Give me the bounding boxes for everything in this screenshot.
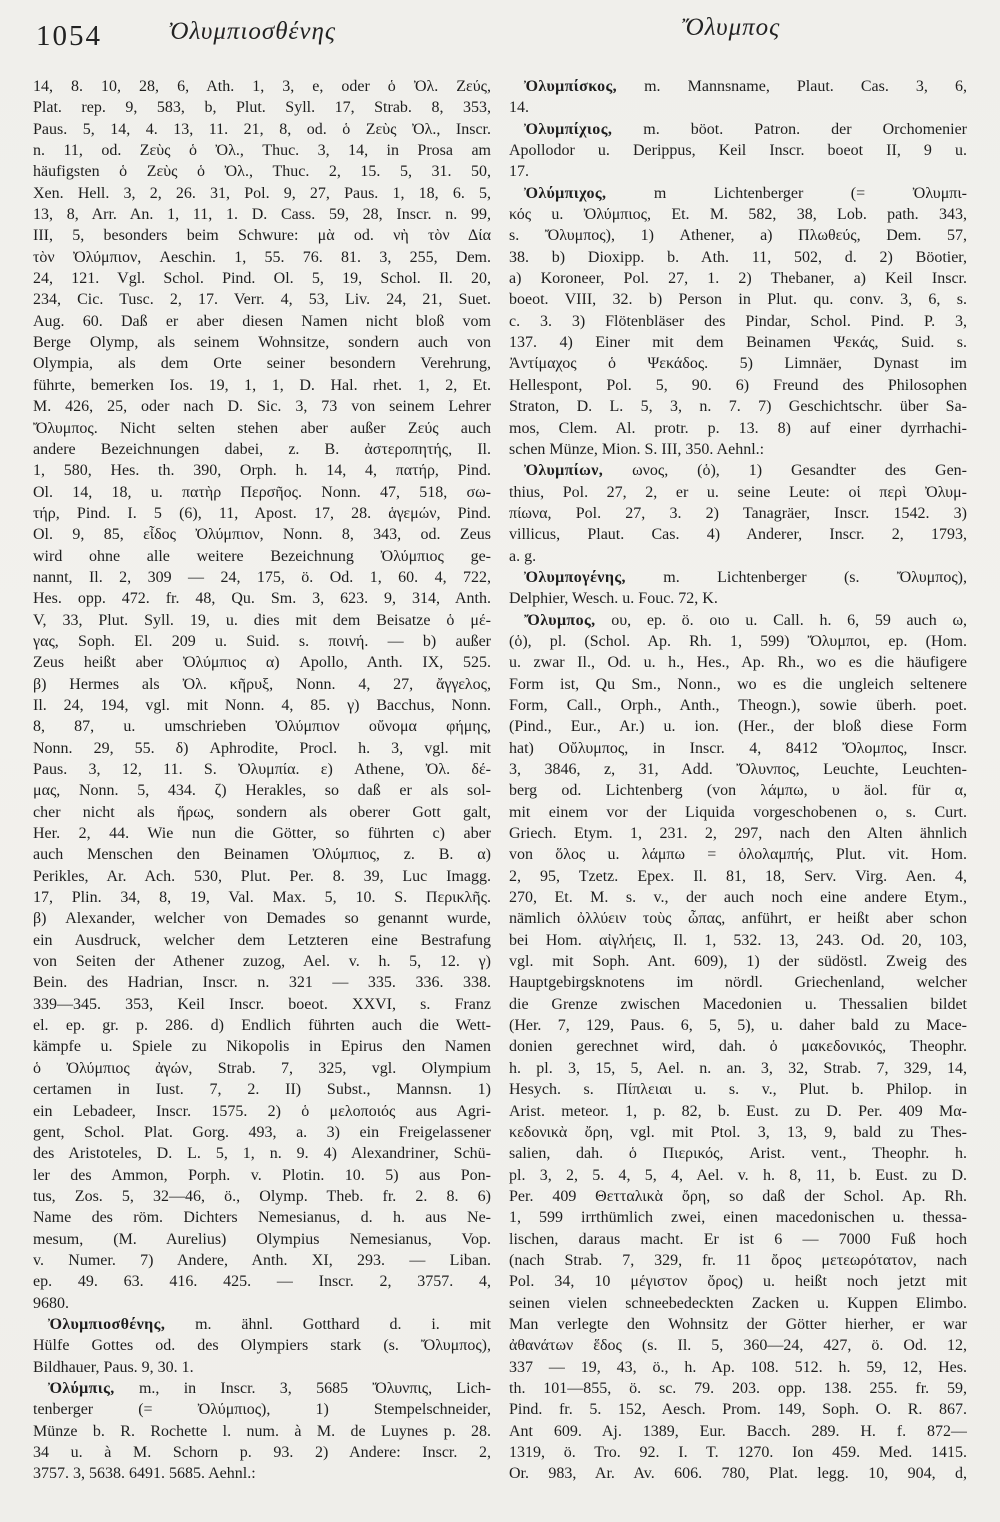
entry-line: Ὀλυμπίων, ωνος, (ὁ), 1) Gesandter des Gen- <box>524 462 967 480</box>
text-line: Hellespont, Pol. 5, 90. 6) Freund des Philosophen <box>509 376 967 394</box>
text-line: Aug. 60. Daß er aber diesen Namen nicht bloß vom <box>33 312 491 330</box>
text-line: a) Koroneer, Pol. 27, 1. 2) Thebaner, a) Keil Inscr. <box>509 270 967 288</box>
text-line: ἀθανάτων ἕδος (s. Il. 5, 360—24, 427, ö. Od. 12, <box>509 1337 967 1355</box>
text-line: 2, 95, Tzetz. Epex. Il. 81, 18, Serv. Virg. Aen. 4, <box>509 867 967 885</box>
text-line: lischen, daraus macht. Er ist 6 — 7000 Fuß hoch <box>509 1230 967 1248</box>
text-line: κός u. Ὀλύμπιος, Et. M. 582, 38, Lob. path. 343, <box>509 206 967 224</box>
left-column <box>33 76 491 1485</box>
entry-headword: Ὄλυμπος, <box>524 611 596 629</box>
text-line: 3, 3846, z, 31, Add. Ὄλυνπος, Leuchte, Leuchten- <box>509 761 967 778</box>
text-line: mesum, (M. Aurelius) Olympius Nemesianus, Vop. <box>33 1230 491 1248</box>
text-line: Delphier, Wesch. u. Fouc. 72, K. <box>509 590 718 608</box>
text-line: a. g. <box>509 547 537 565</box>
text-line: ein Ausdruck, welcher dem Letzteren eine Bestrafung <box>33 931 491 949</box>
page-header <box>0 14 1000 66</box>
text-line: β) Alexander, welcher von Demades so genannt wurde, <box>33 910 491 928</box>
text-line: Man verlegte den Wohnsitz der Götter hierher, er war <box>509 1315 967 1333</box>
text-line: V, 33, Plut. Syll. 19, u. dies mit dem Beisatze ὁ μέ- <box>33 611 491 629</box>
text-line: Plat. rep. 9, 583, b, Plut. Syll. 17, Strab. 8, 353, <box>33 99 491 117</box>
entry-headword: Ὀλύμπις, <box>48 1379 115 1397</box>
text-line: 8, 87, u. umschrieben Ὀλύμπιον οὔνομα φήμης, <box>33 718 491 736</box>
text-line: tenberger (= Ὀλύμπιος), 1) Stempelschneider, <box>33 1401 491 1419</box>
text-line: Straton, D. L. 5, 3, n. 7. 7) Geschichtschr. über Sa- <box>509 398 967 416</box>
text-line: μας, Nonn. 5, 434. ζ) Herakles, so daß er als sol- <box>33 782 491 800</box>
text-line: pl. 3, 2, 5. 4, 5, 4, Ael. v. h. 8, 11, b. Eust. zu D. <box>509 1166 967 1184</box>
text-line: von ὅλος u. λάμπω = ὁλολαμπής, Plut. vit. Hom. <box>509 846 967 864</box>
running-head-right: Ὄλυμπος <box>682 14 781 41</box>
text-line: führte, bemerken Ios. 19, 1, 1, D. Hal. rhet. 1, 2, Et. <box>33 376 491 394</box>
running-head-left: Ὀλυμπιοσθένης <box>168 18 336 45</box>
text-line: Ol. 14, 18, u. πατὴρ Περσῆος. Nonn. 47, 518, σω- <box>33 483 491 501</box>
text-line: Griech. Etym. 1, 231. 2, 297, nach den Alten ähnlich <box>509 825 967 843</box>
text-line: tus, Zos. 5, 32—46, ö., Olymp. Theb. fr. 2. 8. 6) <box>33 1187 491 1205</box>
text-line: mit einem vor der Liquida vorgeschobenen o, s. Curt. <box>509 803 967 821</box>
text-line: Perikles, Ar. Ach. 530, Plut. Per. 8. 39, Luc Imagg. <box>33 867 491 885</box>
text-line: gent, Schol. Plat. Gorg. 493, a. 3) ein Freigelassener <box>33 1123 491 1141</box>
text-line: (Pind., Eur., Ar.) u. ion. (Her., der bloß diese Form <box>509 718 967 736</box>
text-line: n. 11, od. Ζεὺς ὁ Ὀλ., Thuc. 3, 14, in Prosa am <box>33 142 491 160</box>
text-line: ep. 49. 63. 416. 425. — Inscr. 2, 3757. 4, <box>33 1273 491 1291</box>
text-line: Xen. Hell. 3, 2, 26. 31, Pol. 9, 27, Paus. 1, 18, 6. 5, <box>33 184 491 202</box>
text-line: el. ep. gr. p. 286. d) Endlich führten auch die Wett- <box>33 1017 491 1035</box>
entry-headword: Ὀλυμπίων, <box>524 462 604 480</box>
text-line: salien, dah. ὁ Πιερικός, Arist. vent., Theophr. h. <box>509 1145 967 1163</box>
text-line: andere Bezeichnungen dabei, z. B. ἀστεροπητής, Il. <box>33 440 491 458</box>
text-line: (nach Strab. 7, 329, fr. 11 ὄρος μετεωρότατον, nach <box>509 1251 967 1269</box>
entry-headword: Ὀλυμπιοσθένης, <box>48 1315 166 1333</box>
text-line: Il. 24, 194, vgl. mit Nonn. 4, 85. γ) Bacchus, Nonn. <box>33 696 491 714</box>
text-line: τήρ, Pind. I. 5 (6), 11, Apost. 17, 28. ἁγεμών, Pind. <box>33 504 491 522</box>
text-line: 9680. <box>33 1294 69 1312</box>
entry-line: Ὀλυμπίσκος, m. Mannsname, Plaut. Cas. 3, 6, <box>524 78 967 95</box>
text-line: 17, Plin. 34, 8, 19, Val. Max. 5, 10. S. Περικλῆς. <box>33 889 491 907</box>
text-line: certamen in Iust. 7, 2. II) Subst., Mannsn. 1) <box>33 1081 491 1099</box>
text-line: 1, 599 irrthümlich zwei, einen macedonischen u. thessa- <box>509 1209 967 1227</box>
text-line: τὸν Ὀλύμπιον, Aeschin. 1, 55. 76. 81. 3, 255, Dem. <box>33 248 491 266</box>
entry-headword: Ὀλύμπιχος, <box>524 184 607 202</box>
text-line: κεδονικὰ ὄρη, vgl. mit Ptol. 3, 13, 9, bald zu Thes- <box>509 1123 967 1141</box>
right-column <box>509 76 967 1485</box>
text-line: Zeus heißt aber Ὀλύμπιος α) Apollo, Anth. IX, 525. <box>33 654 491 672</box>
text-line: πίωνα, Pol. 27, 3. 2) Tanagräer, Inscr. 1542. 3) <box>509 504 967 522</box>
text-line: u. zwar Il., Od. u. h., Hes., Ap. Rh., wo es die häufigere <box>509 654 967 672</box>
text-line: Per. 409 Θετταλικὰ ὄρη, so daß der Schol. Ap. Rh. <box>509 1187 967 1205</box>
text-line: 34 u. à M. Schorn p. 93. 2) Andere: Inscr. 2, <box>33 1444 491 1461</box>
text-line: β) Hermes als Ὀλ. κῆρυξ, Nonn. 4, 27, ἄγγελος, <box>33 675 491 693</box>
entry-line: Ὄλυμπος, ου, ep. ö. οιο u. Call. h. 6, 59 auch ω, <box>524 611 967 629</box>
text-line: 234, Cic. Tusc. 2, 17. Verr. 4, 53, Liv. 24, 21, Suet. <box>33 291 491 309</box>
text-line: Ὄλυμπος. Nicht selten stehen aber außer Ζεύς auch <box>33 419 491 437</box>
text-line: (Her. 7, 129, Paus. 6, 5, 5), u. daher bald zu Mace- <box>509 1017 967 1035</box>
text-line: Pind. fr. 5. 152, Aesch. Prom. 149, Soph. O. R. 867. <box>509 1401 967 1419</box>
text-line: 3757. 3, 5638. 6491. 5685. Aehnl.: <box>33 1465 256 1483</box>
text-line: 24, 121. Vgl. Schol. Pind. Ol. 5, 19, Schol. Il. 20, <box>33 270 491 288</box>
text-line: 137. 4) Einer mit dem Beinamen Ψεκάς, Suid. s. <box>509 334 967 352</box>
text-columns <box>33 76 967 1485</box>
text-line: h. pl. 3, 15, 5, Ael. n. an. 3, 32, Strab. 7, 329, 14, <box>509 1059 967 1077</box>
entry-headword: Ὀλυμπογένης, <box>524 568 626 586</box>
text-line: 1, 580, Hes. th. 390, Orph. h. 14, 4, πατήρ, Pind. <box>33 462 491 480</box>
text-line: donien gerechnet wird, dah. ὁ μακεδονικός, Theophr. <box>509 1038 967 1056</box>
text-line: villicus, Plaut. Cas. 4) Anderer, Inscr. 2, 1793, <box>509 526 967 544</box>
text-line: 13, 8, Arr. An. 1, 11, 1. D. Cass. 59, 28, Inscr. n. 99, <box>33 206 491 224</box>
text-line: des Aristoteles, D. L. 5, 1, n. 9. 4) Alexandriner, Schü- <box>33 1145 491 1163</box>
text-line: Her. 2, 44. Wie nun die Götter, so führten c) aber <box>33 825 491 843</box>
text-line: Name des röm. Dichters Nemesianus, d. h. aus Ne- <box>33 1209 491 1227</box>
text-line: Bildhauer, Paus. 9, 30. 1. <box>33 1358 194 1376</box>
text-line: M. 426, 25, oder nach D. Sic. 3, 73 von seinem Lehrer <box>33 398 491 416</box>
text-line: 339—345. 353, Keil Inscr. boeot. XXVI, s. Franz <box>33 995 491 1013</box>
entry-line: Ὀλύμπιχος, m Lichtenberger (= Ὀλυμπι- <box>524 184 967 202</box>
text-line: seinen vielen schneebedeckten Zacken u. Kuppen Elimbo. <box>509 1294 967 1312</box>
text-line: Paus. 3, 12, 11. S. Ὀλυμπία. ε) Athene, Ὀλ. δέ- <box>33 761 491 778</box>
text-line: Hes. opp. 472. fr. 48, Qu. Sm. 3, 623. 9, 314, Anth. <box>33 590 491 608</box>
text-line: Berge Olymp, als seinem Wohnsitze, sondern auch von <box>33 334 491 352</box>
text-line: häufigsten ὁ Ζεὺς ὁ Ὀλ., Thuc. 2, 15. 5, 31. 50, <box>33 163 491 181</box>
page-number: 1054 <box>36 20 102 52</box>
text-line: 14. <box>509 99 529 117</box>
entry-line: Ὀλυμπίχιος, m. böot. Patron. der Orchomenier <box>524 120 967 138</box>
text-line: Ἀντίμαχος ὁ Ψεκάδος. 5) Limnäer, Dynast im <box>509 355 967 373</box>
text-line: auch Menschen den Beinamen Ὀλύμπιος, z. B. α) <box>33 846 491 864</box>
text-line: bei Hom. αἰγλήεις, Il. 1, 532. 13, 243. Od. 20, 103, <box>509 931 967 949</box>
text-line: ler des Ammon, Porph. v. Plotin. 10. 5) aus Pon- <box>33 1166 491 1184</box>
text-line: 17. <box>509 163 529 181</box>
text-line: kämpfe u. Spiele zu Nikopolis in Epirus den Namen <box>33 1038 491 1056</box>
text-line: Hauptgebirgsknotens im nördl. Griechenland, welcher <box>509 974 967 992</box>
text-line: Or. 983, Ar. Av. 606. 780, Plat. legg. 10, 904, d, <box>509 1465 967 1483</box>
text-line: nämlich ὀλλύειν τοὺς ὦπας, anführt, er heißt aber schon <box>509 910 967 928</box>
text-line: boeot. VIII, 32. b) Person in Plut. qu. conv. 3, 6, s. <box>509 291 967 309</box>
text-line: 38. b) Dioxipp. b. Ath. 11, 502, d. 2) Böotier, <box>509 248 967 266</box>
text-line: ein Lebadeer, Inscr. 1575. 2) ὁ μελοποιός aus Agri- <box>33 1102 491 1120</box>
text-line: Pol. 34, 10 μέγιστον ὄρος) u. heißt noch jetzt mit <box>509 1273 967 1291</box>
text-line: 337 — 19, 43, ö., h. Ap. 108. 512. h. 59, 12, Hes. <box>509 1358 967 1376</box>
entry-headword: Ὀλυμπίσκος, <box>524 78 618 95</box>
text-line: Ol. 9, 85, εἶδος Ὀλύμπιον, Nonn. 8, 343, od. Zeus <box>33 526 491 544</box>
text-line: berg od. Lichtenberg (von λάμπω, υ äol. für α, <box>509 782 967 800</box>
entry-line: Ὀλυμπογένης, m. Lichtenberger (s. Ὄλυμπος), <box>524 568 967 586</box>
text-line: mos, Clem. Al. protr. p. 13. 8) auf einer dyrrhachi- <box>509 419 967 437</box>
text-line: Hülfe Gottes od. des Olympiers stark (s. Ὄλυμπος), <box>33 1337 491 1355</box>
text-line: 14, 8. 10, 28, 6, Ath. 1, 3, e, oder ὁ Ὀλ. Ζεύς, <box>33 78 491 95</box>
text-line: th. 101—855, ö. sc. 79. 203. opp. 138. 255. fr. 59, <box>509 1379 967 1397</box>
text-line: 270, Et. M. s. v., der auch noch eine andere Etym., <box>509 889 967 907</box>
text-line: Ant 609. Aj. 1389, Eur. Bacch. 289. H. f. 872— <box>509 1422 967 1440</box>
text-line: c. 3. 3) Flötenbläser des Pindar, Schol. Pind. P. 3, <box>509 312 967 330</box>
text-line: cher nicht als ἥρως, sondern als oberer Gott galt, <box>33 803 491 821</box>
text-line: die Grenze zwischen Macedonien u. Thessalien bildet <box>509 995 967 1013</box>
text-line: III, 5, besonders beim Schwure: μὰ od. νὴ τὸν Δία <box>33 227 491 245</box>
text-line: vgl. mit Soph. Ant. 609), 1) der südöstl. Zweig des <box>509 953 967 971</box>
text-line: ὁ Ὀλύμπιος ἀγών, Strab. 7, 325, vgl. Olympium <box>33 1059 491 1077</box>
text-line: hat) Οὔλυμπος, in Inscr. 4, 8412 Ὄλομπος, Inscr. <box>509 739 967 757</box>
text-line: Form, Call., Orph., Anth., Theogn.), sowie überh. poet. <box>509 696 967 714</box>
text-line: nannt, Il. 2, 309 — 24, 175, ö. Od. 1, 60. 4, 722, <box>33 568 491 586</box>
text-line: (ὁ), pl. (Schol. Ap. Rh. 1, 599) Ὄλυμποι, ep. (Hom. <box>509 632 967 650</box>
text-line: Arist. meteor. 1, p. 82, b. Eust. zu D. Per. 409 Μα- <box>509 1102 967 1120</box>
text-line: Nonn. 29, 55. δ) Aphrodite, Procl. h. 3, vgl. mit <box>33 739 491 757</box>
text-line: thius, Pol. 27, 2, er u. seine Leute: οἱ περὶ Ὀλυμ- <box>509 483 967 501</box>
entry-headword: Ὀλυμπίχιος, <box>524 120 613 138</box>
text-line: Paus. 5, 14, 4. 13, 11. 21, 8, od. ὁ Ζεὺς Ὀλ., Inscr. <box>33 120 491 138</box>
text-line: 1319, ö. Tro. 92. I. T. 1270. Ion 459. Med. 1415. <box>509 1444 967 1461</box>
text-line: Olympia, als dem Orte seiner besondern Verehrung, <box>33 355 491 373</box>
text-line: Münze b. R. Rochette l. num. à M. de Luynes p. 28. <box>33 1422 491 1440</box>
text-line: γας, Soph. El. 209 u. Suid. s. ποινή. — b) außer <box>33 632 491 650</box>
entry-line: Ὀλυμπιοσθένης, m. ähnl. Gotthard d. i. mit <box>48 1315 491 1333</box>
text-line: Form ist, Qu Sm., Nonn., wo es die ungleich seltenere <box>509 675 967 693</box>
text-line: v. Numer. 7) Andere, Anth. XI, 293. — Liban. <box>33 1251 491 1269</box>
text-line: Apollodor u. Derippus, Keil Inscr. boeot II, 9 u. <box>509 142 967 160</box>
text-line: wird ohne alle weitere Bezeichnung Ὀλύμπιος ge- <box>33 547 491 565</box>
text-line: Hesych. s. Πίπλειαι u. s. v., Plut. b. Philop. in <box>509 1081 967 1099</box>
text-line: schen Münze, Mion. S. III, 350. Aehnl.: <box>509 440 765 458</box>
text-line: s. Ὄλυμπος), 1) Athener, a) Πλωθεύς, Dem. 57, <box>509 227 967 245</box>
text-line: Bein. des Hadrian, Inscr. n. 321 — 335. 336. 338. <box>33 974 491 992</box>
entry-line: Ὀλύμπις, m., in Inscr. 3, 5685 Ὄλυνπις, Lich- <box>48 1379 491 1397</box>
text-line: von Seiten der Athener zuzog, Ael. v. h. 5, 12. γ) <box>33 953 491 971</box>
